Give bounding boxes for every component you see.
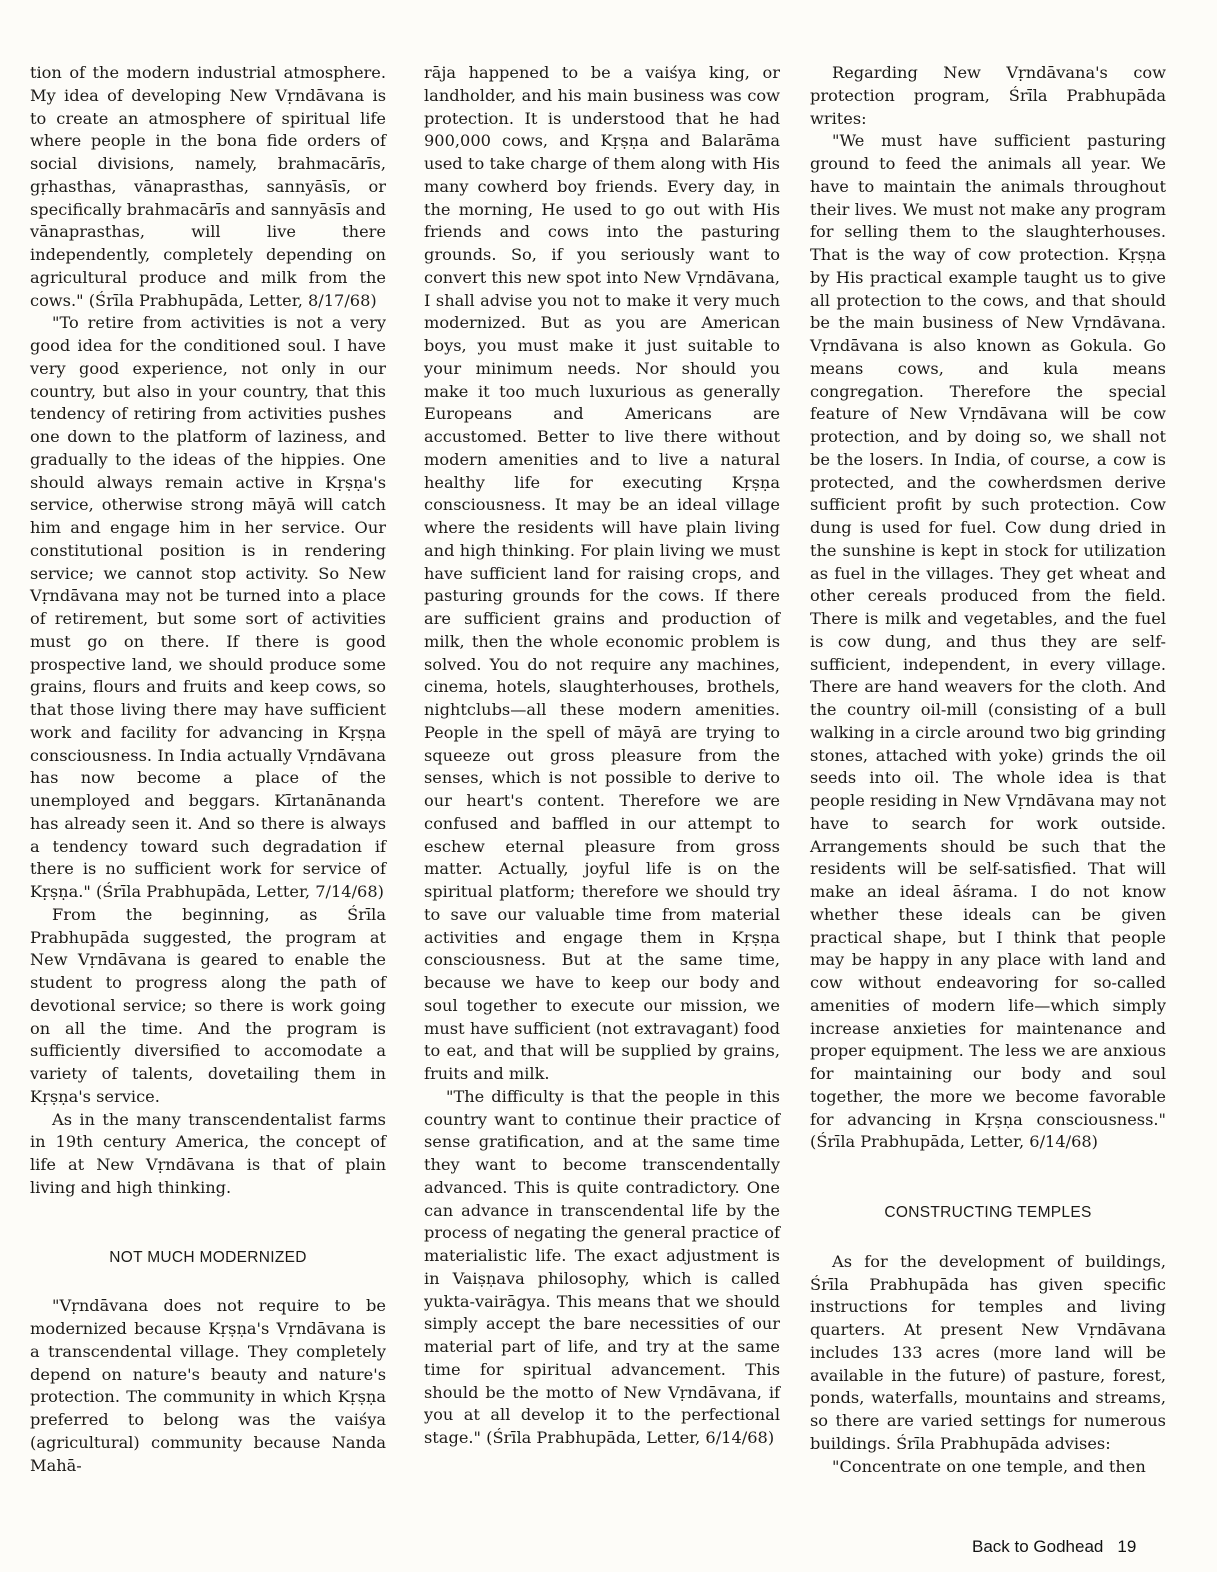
paragraph: "To retire from activities is not a very good idea for the conditioned soul. I have very good experience, not only in our country, but also in your country, that this tendency of retiring from activities pushes one down to the platform of laziness, and gradually to the ideas of the hippies. One should always remain active in Kṛṣṇa's service, otherwise strong māyā will catch him and engage him in her service. Our constitutional position is in rendering service; we cannot stop activity. So New Vṛndāvana may not be turned into a place of retirement, but some sort of activities must go on there. If there is good prospective land, we should produce some grains, flours and fruits and keep cows, so that those living there may have sufficient work and facility for advancing in Kṛṣṇa consciousness. In India actually Vṛndāvana has now become a place of the unemployed and beggars. Kīrtanānanda has already seen it. And so there is always a tendency toward such degradation if there is no sufficient work for service of Kṛṣṇa." (Śrīla Prabhupāda, Letter, 7/14/68) (30, 313, 386, 901)
paragraph: As for the development of buildings, Śrīla Prabhupāda has given specific instructions for temples and living quarters. At present New Vṛndāvana includes 133 acres (more land will be available in the future) of pasture, forest, ponds, waterfalls, mountains and streams, so there are varied settings for numerous buildings. Śrīla Prabhupāda advises: (810, 1251, 1166, 1453)
paragraph: "The difficulty is that the people in this country want to continue their practice of sense gratification, and at the same time they want to become transcendentally advanced. This is quite contradictory. One can advance in transcendental life by the process of negating the general practice of materialistic life. The exact adjustment is in Vaiṣṇava philosophy, which is called yukta-vairāgya. This means that we should simply accept the bare necessities of our material part of life, and try at the same time for spiritual advancement. This should be the motto of New Vṛndāvana, if you at all develop it to the perfectional stage." (Śrīla Prabhupāda, Letter, 6/14/68) (424, 1086, 780, 1447)
paragraph: tion of the modern industrial atmosphere. My idea of developing New Vṛndāvana is to create an atmosphere of spiritual life where people in the bona fide orders of social divisions, namely, brahmacārīs, gṛhasthas, vānaprasthas, sannyāsīs, or specifically brahmacārīs and sannyāsīs and vānaprasthas, will live there independently, completely depending on agricultural produce and milk from the cows." (Śrīla Prabhupāda, Letter, 8/17/68) (30, 63, 386, 310)
paragraph: rāja happened to be a vaiśya king, or landholder, and his main business was cow protection. It is understood that he had 900,000 cows, and Kṛṣṇa and Balarāma used to take charge of them along with His many cowherd boy friends. Every day, in the morning, He used to go out with His friends and cows into the pasturing grounds. So, if you seriously want to convert this new spot into New Vṛndāvana, I shall advise you not to make it very much modernized. But as you are American boys, you must make it just suitable to your minimum needs. Nor should you make it too much luxurious as generally Europeans and Americans are accustomed. Better to live there without modern amenities and to live a natural healthy life for executing Kṛṣṇa consciousness. It may be an ideal village where the residents will have plain living and high thinking. For plain living we must have sufficient land for raising crops, and pasturing grounds for the cows. If there are sufficient grains and production of milk, then the whole economic problem is solved. You do not require any machines, cinema, hotels, slaughterhouses, brothels, nightclubs—all these modern amenities. People in the spell of māyā are trying to squeeze out gross pleasure from the senses, which is not possible to derive to our heart's content. Therefore we are confused and baffled in our attempt to eschew eternal pleasure from gross matter. Actually, joyful life is on the spiritual platform; therefore we should try to save our valuable time from material activities and engage them in Kṛṣṇa consciousness. But at the same time, because we have to keep our body and soul together to execute our mission, we must have sufficient (not extravagant) food to eat, and that will be supplied by grains, fruits and milk. (424, 63, 780, 1083)
text-column-3 (810, 62, 1166, 1478)
text-column-2 (424, 62, 780, 1450)
paragraph: "Concentrate on one temple, and then (832, 1456, 1146, 1476)
paragraph: Regarding New Vṛndāvana's cow protection program, Śrīla Prabhupāda writes: (810, 63, 1166, 128)
paragraph: "We must have sufficient pasturing ground to feed the animals all year. We have to maintain the animals throughout their lives. We must not make any program for selling them to the slaughterhouses. That is the way of cow protection. Kṛṣṇa by His practical example taught us to give all protection to the cows, and that should be the main business of New Vṛndāvana. Vṛndāvana is also known as Gokula. Go means cows, and kula means congregation. Therefore the special feature of New Vṛndāvana will be cow protection, and by doing so, we shall not be the losers. In India, of course, a cow is protected, and the cowherdsmen derive sufficient profit by such protection. Cow dung is used for fuel. Cow dung dried in the sunshine is kept in stock for utilization as fuel in the villages. They get wheat and other cereals produced from the field. There is milk and vegetables, and the fuel is cow dung, and thus they are self-sufficient, independent, in every village. There are hand weavers for the cloth. And the country oil-mill (consisting of a bull walking in a circle around two big grinding stones, attached with yoke) grinds the oil seeds into oil. The whole idea is that people residing in New Vṛndāvana may not have to search for work outside. Arrangements should be such that the residents will be self-satisfied. That will make an ideal āśrama. I do not know whether these ideals can be given practical shape, but I think that people may be happy in any place with land and cow without endeavoring for so-called amenities of modern life—which simply increase anxieties for maintenance and proper equipment. The less we are anxious for maintaining our body and soul together, the more we become favorable for advancing in Kṛṣṇa consciousness." (Śrīla Prabhupāda, Letter, 6/14/68) (810, 131, 1166, 1152)
paragraph: From the beginning, as Śrīla Prabhupāda suggested, the program at New Vṛndāvana is geared to enable the student to progress along the path of devotional service; so there is work going on all the time. And the program is sufficiently diversified to accomodate a variety of talents, dovetailing them in Kṛṣṇa's service. (30, 904, 386, 1106)
page-number: 19 (1117, 1537, 1137, 1556)
paragraph: "Vṛndāvana does not require to be modernized because Kṛṣṇa's Vṛndāvana is a transcendental village. They completely depend on nature's beauty and nature's protection. The community in which Kṛṣṇa preferred to belong was the vaiśya (agricultural) community because Nanda Mahā- (30, 1296, 386, 1475)
magazine-title: Back to Godhead (972, 1537, 1104, 1556)
section-heading: CONSTRUCTING TEMPLES (884, 1204, 1092, 1221)
paragraph: As in the many transcendentalist farms in 19th century America, the concept of life at New Vṛndāvana is that of plain living and high thinking. (30, 1109, 386, 1197)
text-column-1 (30, 62, 386, 1477)
section-heading: NOT MUCH MODERNIZED (109, 1248, 307, 1266)
page-footer (972, 1537, 1136, 1557)
